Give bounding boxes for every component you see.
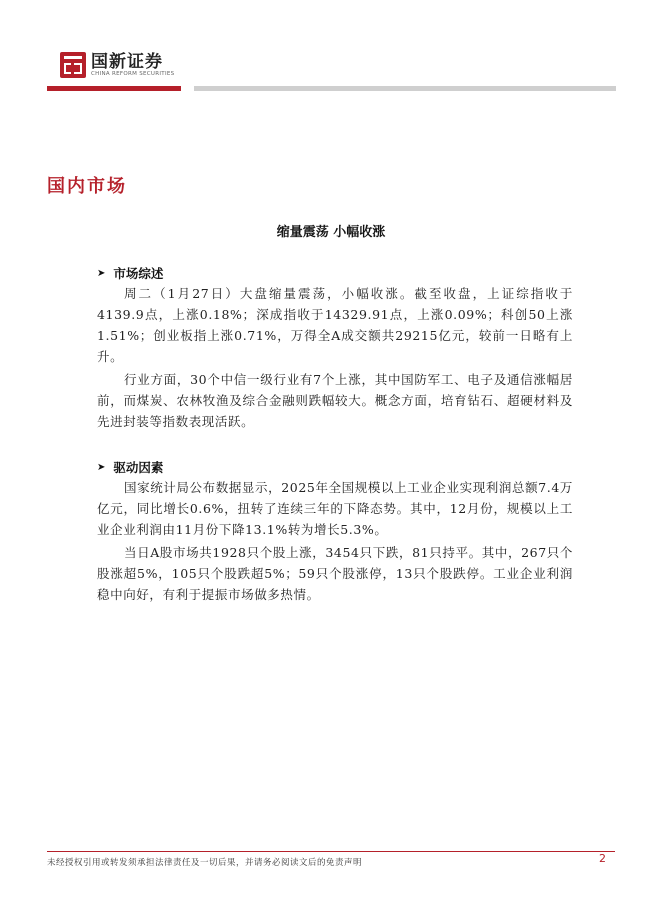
logo-emblem-icon bbox=[60, 52, 86, 78]
logo-text bbox=[91, 53, 174, 78]
paragraph: 行业方面，30个中信一级行业有7个上涨，其中国防军工、电子及通信涨幅居前，而煤炭、农林牧渔及综合金融则跌幅较大。概念方面，培育钻石、超硬材料及先进封装等指数表现活跃。 bbox=[97, 372, 573, 429]
arrow-bullet-icon: ➤ bbox=[97, 461, 106, 473]
article-title: 缩量震荡 小幅收涨 bbox=[276, 225, 386, 240]
footer-rule bbox=[47, 851, 615, 852]
section-title: 国内市场 bbox=[47, 176, 127, 197]
logo-name-cn: 国新证券 bbox=[91, 51, 163, 72]
subheading-drivers bbox=[97, 458, 163, 476]
logo-name-en: CHINA REFORM SECURITIES bbox=[91, 70, 175, 77]
subheading-label: 市场综述 bbox=[113, 266, 164, 281]
paragraph: 当日A股市场共1928只个股上涨，3454只下跌，81只持平。其中，267只个股涨超5%，105只个股跌超5%；59只个股涨停，13只个股跌停。工业企业利润稳中向好，有利于提振市场做多热情。 bbox=[97, 545, 573, 602]
subheading-label: 驱动因素 bbox=[113, 460, 164, 475]
company-logo bbox=[60, 52, 174, 78]
subheading-market-overview bbox=[97, 264, 163, 282]
paragraph: 国家统计局公布数据显示，2025年全国规模以上工业企业实现利润总额7.4万亿元，同比增长0.6%，扭转了连续三年的下降态势。其中，12月份，规模以上工业企业利润由11月份下降13.1%转为增长5.3%。 bbox=[97, 480, 573, 537]
header-rule-bar bbox=[194, 86, 616, 91]
arrow-bullet-icon: ➤ bbox=[97, 267, 106, 279]
paragraph: 周二（1月27日）大盘缩量震荡，小幅收涨。截至收盘，上证综指收于4139.9点，上涨0.18%；深成指收于14329.91点，上涨0.09%；科创50上涨1.51%；创业板指上涨0.71%，万得全A成交额共29215亿元，较前一日略有上升。 bbox=[97, 286, 573, 364]
footer-disclaimer: 未经授权引用或转发须承担法律责任及一切后果，并请务必阅读文后的免责声明 bbox=[47, 858, 363, 868]
page-header bbox=[0, 0, 662, 100]
header-accent-bar bbox=[47, 86, 181, 91]
page-number: 2 bbox=[599, 852, 606, 865]
